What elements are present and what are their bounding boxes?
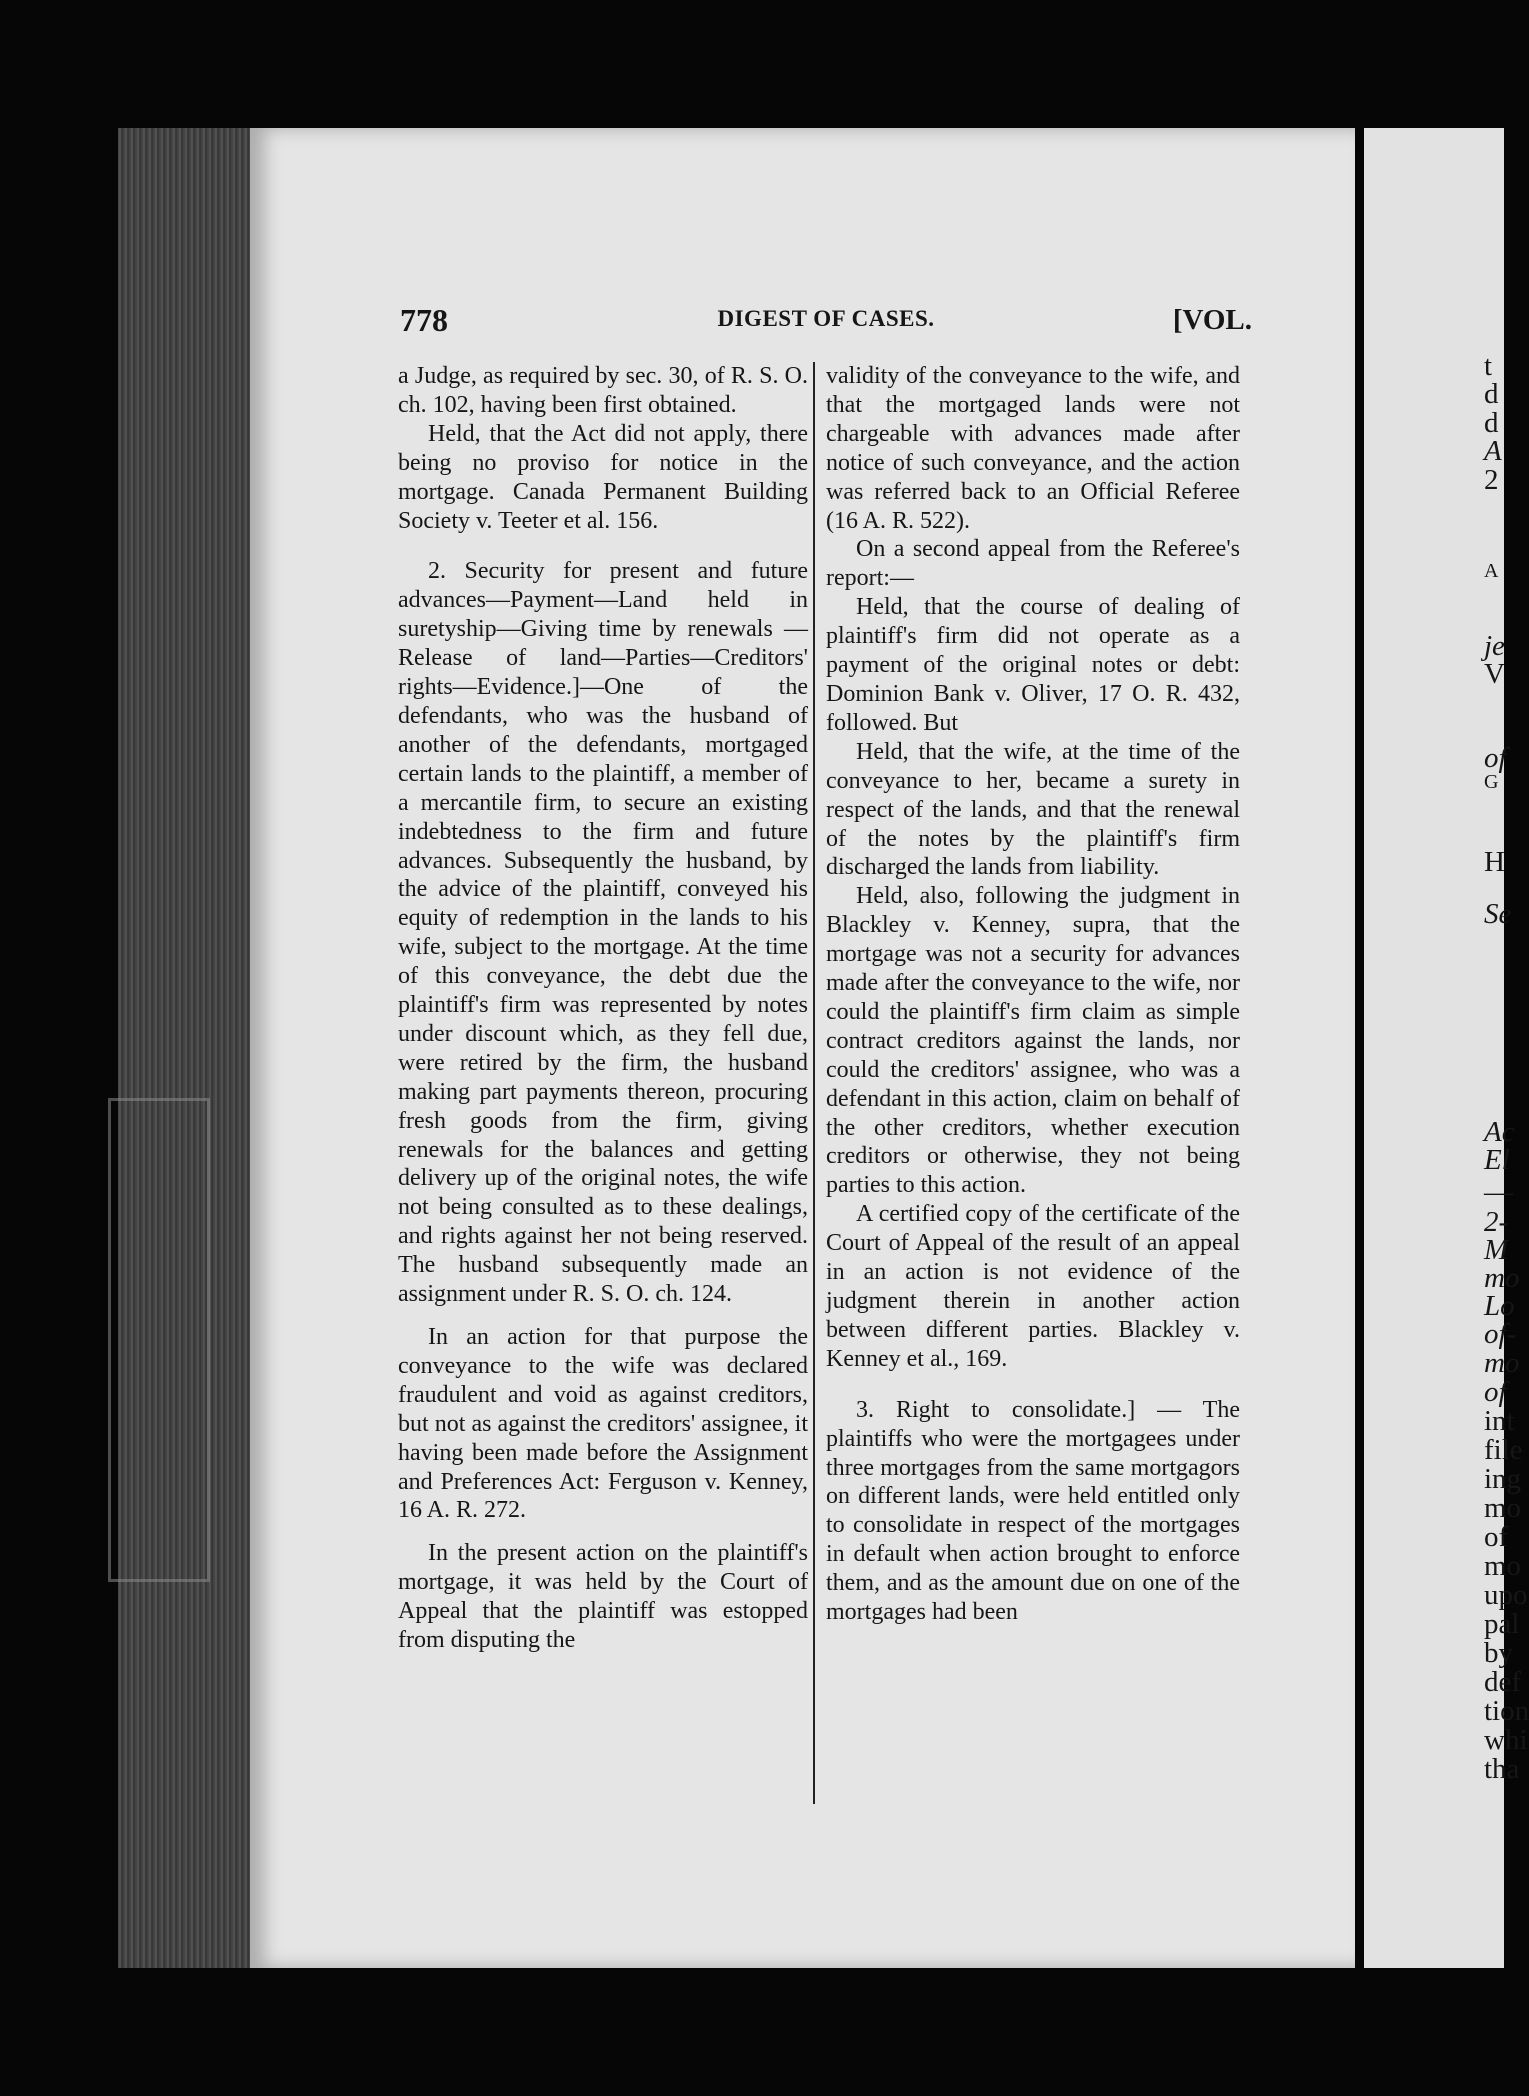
library-stamp — [108, 1098, 210, 1582]
paragraph: validity of the conveyance to the wife, and that the mortgaged lands were not chargeable with advances made after notice of such conveyance, and the action was referred back to an Official Referee (16 A. R. 522). — [826, 363, 1240, 534]
paragraph: In the present action on the plaintiff's mortgage, it was held by the Court of Appeal that the plaintiff was estopped from disputing the — [398, 1540, 808, 1654]
adjacent-fragment: H — [1484, 846, 1505, 878]
adjacent-fragment: El — [1484, 1144, 1510, 1176]
column-rule — [813, 362, 815, 1804]
adjacent-fragment: mo — [1484, 1492, 1522, 1524]
right-column — [826, 362, 1240, 1627]
paragraph: On a second appeal from the Referee's report:— — [826, 536, 1240, 592]
adjacent-fragment: of — [1484, 1376, 1507, 1408]
adjacent-fragment: of — [1484, 1521, 1509, 1553]
adjacent-fragment: 2- — [1484, 1206, 1509, 1238]
adjacent-fragment: pal — [1484, 1608, 1520, 1640]
paragraph: Held, also, following the judgment in Blackley v. Kenney, supra, that the mortgage was not a security for advances made after the conveyance to the wife, nor could the plaintiff's firm claim as simple contract creditors against the lands, nor could the creditors' assignee, who was a defendant in this action, claim on behalf of the other creditors, whether execution creditors or otherwise, they not being parties to this action. — [826, 883, 1240, 1199]
paragraph: A certified copy of the certificate of the Court of Appeal of the result of an appeal in an action is not evidence of the judgment therein in another action between different parties. Blackley v. Kenney et al., 169. — [826, 1201, 1240, 1372]
page-number: 778 — [400, 302, 448, 338]
adjacent-fragment: je — [1484, 630, 1505, 662]
adjacent-fragment: d — [1484, 407, 1499, 439]
adjacent-fragment: Ac — [1484, 1116, 1515, 1148]
adjacent-fragment: tha — [1484, 1753, 1520, 1785]
left-column — [398, 362, 808, 1655]
adjacent-fragment: mo — [1484, 1550, 1522, 1582]
adjacent-fragment: of — [1484, 742, 1507, 774]
adjacent-fragment: ing — [1484, 1463, 1522, 1495]
paragraph: 3. Right to consolidate.] — The plaintiffs who were the mortgagees under three mortgages from the same mortgagors on different lands, were held entitled only to consolidate in respect of the mortgages in default when action brought to enforce them, and as the amount due on one of the mortgages had been — [826, 1396, 1240, 1626]
adjacent-fragment: mo — [1484, 1347, 1520, 1379]
adjacent-fragment: A — [1484, 560, 1499, 582]
adjacent-fragment: def — [1484, 1666, 1522, 1698]
paragraph: Held, that the Act did not apply, there being no proviso for notice in the mortgage. Canada Permanent Building Society v. Teeter et al. 156. — [398, 420, 808, 534]
page-title: DIGEST OF CASES. — [717, 306, 935, 331]
adjacent-fragment: t — [1484, 350, 1493, 382]
running-header — [400, 302, 1252, 338]
adjacent-fragment: A — [1484, 435, 1502, 467]
paragraph: In an action for that purpose the conveyance to the wife was declared fraudulent and void as against creditors, but not as against the creditors' assignee, it having been made before the Assignment and Preferences Act: Ferguson v. Kenney, 16 A. R. 272. — [398, 1324, 808, 1524]
adjacent-fragment: G — [1484, 771, 1499, 793]
volume-label: [VOL. — [1172, 304, 1252, 336]
adjacent-fragment: int — [1484, 1405, 1515, 1437]
adjacent-fragment: d — [1484, 378, 1499, 410]
adjacent-fragment: whi — [1484, 1724, 1528, 1756]
adjacent-fragment: 2 — [1484, 464, 1499, 496]
adjacent-fragment: M — [1484, 1234, 1509, 1266]
adjacent-fragment: of- — [1484, 1318, 1517, 1350]
paragraph: a Judge, as required by sec. 30, of R. S. O. ch. 102, having been first obtained. — [398, 363, 808, 418]
paragraph: Held, that the wife, at the time of the conveyance to her, became a surety in respect of the lands, and that the renewal of the notes by the plaintiff's firm discharged the lands from liability. — [826, 738, 1240, 881]
paragraph: Held, that the course of dealing of plaintiff's firm did not operate as a payment of the original notes or debt: Dominion Bank v. Oliver, 17 O. R. 432, followed. But — [826, 594, 1240, 736]
adjacent-fragment: V — [1484, 658, 1505, 690]
adjacent-fragment: upo — [1484, 1579, 1528, 1611]
adjacent-fragment: Lo — [1484, 1290, 1515, 1322]
book-page-edges — [118, 128, 250, 1968]
adjacent-fragment: tion — [1484, 1695, 1529, 1727]
adjacent-fragment: — — [1484, 1176, 1513, 1208]
paragraph: 2. Security for present and future advances—Payment—Land held in suretyship—Giving time by renewals —Release of land—Parties—Creditors' rights—Evidence.]—One of the defendants, who was the husband of another of the defendants, mortgaged certain lands to the plaintiff, a member of a mercantile firm, to secure an existing indebtedness to the firm and future advances. Subsequently the husband, by the advice of the plaintiff, conveyed his equity of redemption in the lands to his wife, subject to the mortgage. At the time of this conveyance, the debt due the plaintiff's firm was represented by notes under discount which, as they fell due, were retired by the firm, the husband making part payments thereon, procuring fresh goods from the firm, giving renewals for the balances and getting delivery up of the original notes, the wife not being consulted as to these dealings, and rights against her not being reserved. The husband subsequently made an assignment under R. S. O. ch. 124. — [398, 558, 808, 1308]
adjacent-fragment: file — [1484, 1434, 1523, 1466]
adjacent-page — [1364, 128, 1529, 1968]
adjacent-fragment: mo — [1484, 1262, 1520, 1294]
adjacent-fragment: Se — [1484, 898, 1512, 930]
adjacent-fragment: by — [1484, 1637, 1513, 1669]
